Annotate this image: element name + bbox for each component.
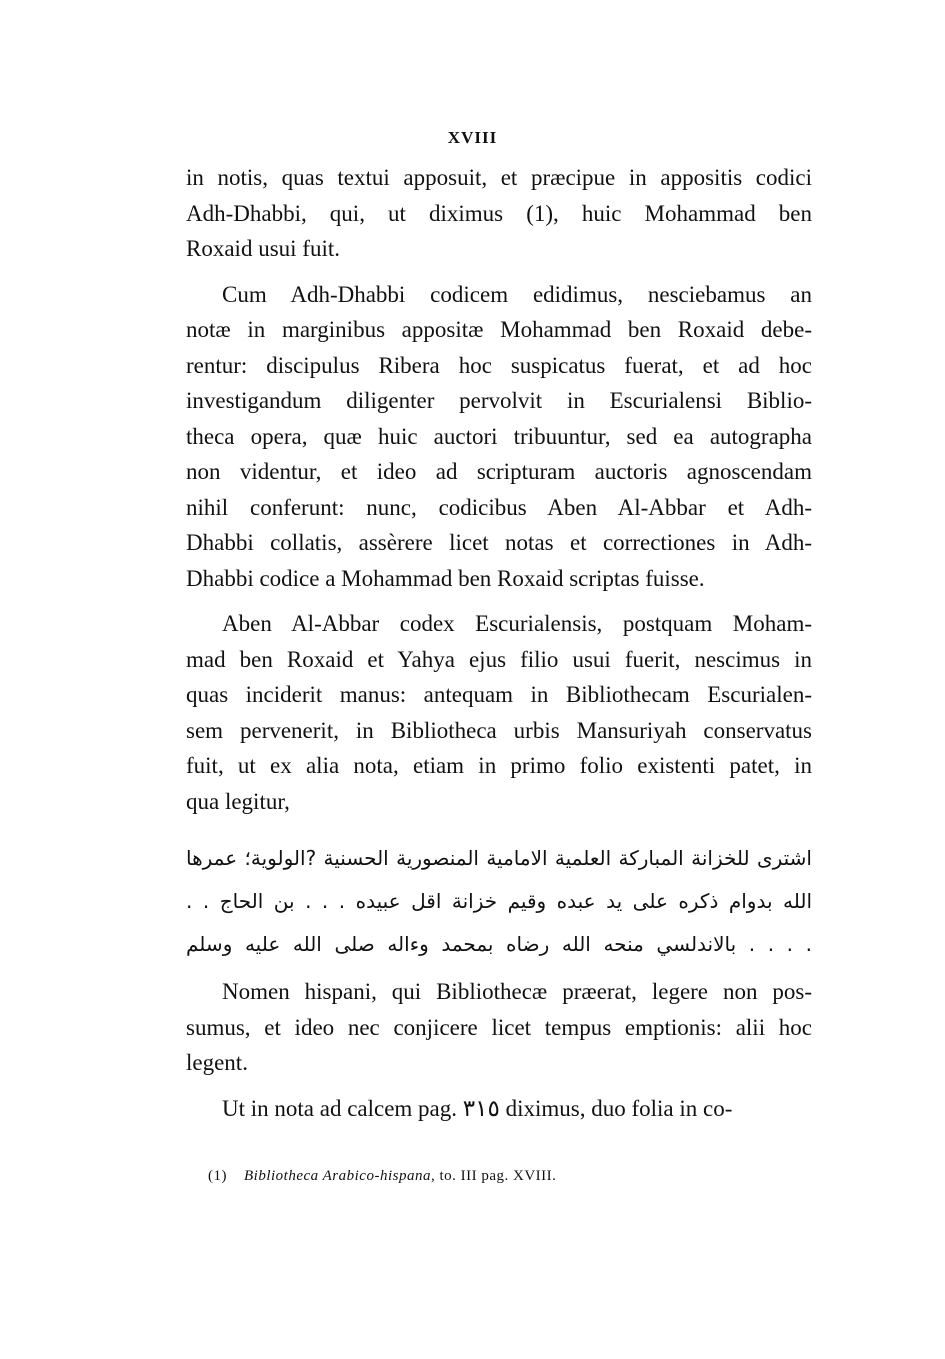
text-line: Dhabbi codice a Mohammad ben Roxaid scriptas fuisse. bbox=[186, 565, 705, 591]
text-line: sumus, et ideo nec conjicere licet tempus emptionis: alii hoc bbox=[186, 1014, 812, 1040]
footnote-reference: , to. III pag. XVIII. bbox=[430, 1168, 557, 1184]
text-line: investigandum diligenter pervolvit in Escurialensi Biblio- bbox=[186, 388, 812, 413]
text-line: non videntur, et ideo ad scripturam auctoris agnoscendam bbox=[186, 459, 812, 484]
text-line: mad ben Roxaid et Yahya ejus filio usui fuerit, nescimus in bbox=[186, 646, 812, 672]
arabic-line: اشترى للخزانة المباركة العلمية الامامية المنصورية الحسنية ?الولوية؛ عمرها bbox=[186, 846, 812, 870]
text-line: Cum Adh-Dhabbi codicem edidimus, nesciebamus an bbox=[222, 281, 812, 307]
text-line: theca opera, quæ huic auctori tribuuntur, sed ea autographa bbox=[186, 423, 812, 449]
text-line: legent. bbox=[186, 1050, 248, 1075]
footnote bbox=[208, 1168, 556, 1185]
text-line: sem pervenerit, in Bibliotheca urbis Mansuriyah conservatus bbox=[186, 717, 812, 743]
text-line: quas inciderit manus: antequam in Bibliothecam Escurialen- bbox=[186, 682, 812, 707]
main-text bbox=[186, 160, 812, 1136]
text-line: rentur: discipulus Ribera hoc suspicatus fuerat, et ad hoc bbox=[186, 352, 812, 378]
text-line: nihil conferunt: nunc, codicibus Aben Al-Abbar et Adh- bbox=[186, 494, 812, 520]
text-line: Adh-Dhabbi, qui, ut diximus (1), huic Mohammad ben bbox=[186, 200, 812, 226]
text-line: in notis, quas textui apposuit, et præcipue in appositis codici bbox=[186, 165, 812, 190]
footnote-title: Bibliotheca Arabico-hispana bbox=[244, 1168, 431, 1184]
text-line: Roxaid usui fuit. bbox=[186, 236, 340, 261]
text-line: Ut in nota ad calcem pag. ٣١٥ diximus, duo folia in co- bbox=[222, 1095, 733, 1121]
paragraphs-before-quote bbox=[186, 160, 812, 819]
paragraph bbox=[186, 277, 812, 597]
arabic-line: . . . . بالاندلسي منحه الله رضاه بمحمد وءاله صلى الله عليه وسلم bbox=[186, 932, 812, 956]
paragraph bbox=[186, 1091, 812, 1127]
text-line: qua legitur, bbox=[186, 788, 290, 814]
text-line: fuit, ut ex alia nota, etiam in primo folio existenti patet, in bbox=[186, 753, 812, 778]
text-line: Aben Al-Abbar codex Escurialensis, postquam Moham- bbox=[222, 611, 812, 636]
footnote-marker: (1) bbox=[208, 1168, 227, 1184]
arabic-line: الله بدوام ذكره على يد عبده وقيم خزانة اقل عبيده . . . بن الحاج . . bbox=[186, 889, 812, 913]
text-line: Dhabbi collatis, assèrere licet notas et correctiones in Adh- bbox=[186, 530, 812, 555]
paragraph bbox=[186, 160, 812, 267]
page-number: XVIII bbox=[447, 128, 498, 147]
text-line: notæ in marginibus appositæ Mohammad ben Roxaid debe- bbox=[186, 317, 812, 342]
paragraph bbox=[186, 974, 812, 1081]
text-line: Nomen hispani, qui Bibliothecæ præerat, legere non pos- bbox=[222, 979, 812, 1004]
paragraphs-after-quote bbox=[186, 974, 812, 1126]
arabic-quotation bbox=[186, 837, 812, 966]
paragraph bbox=[186, 606, 812, 819]
